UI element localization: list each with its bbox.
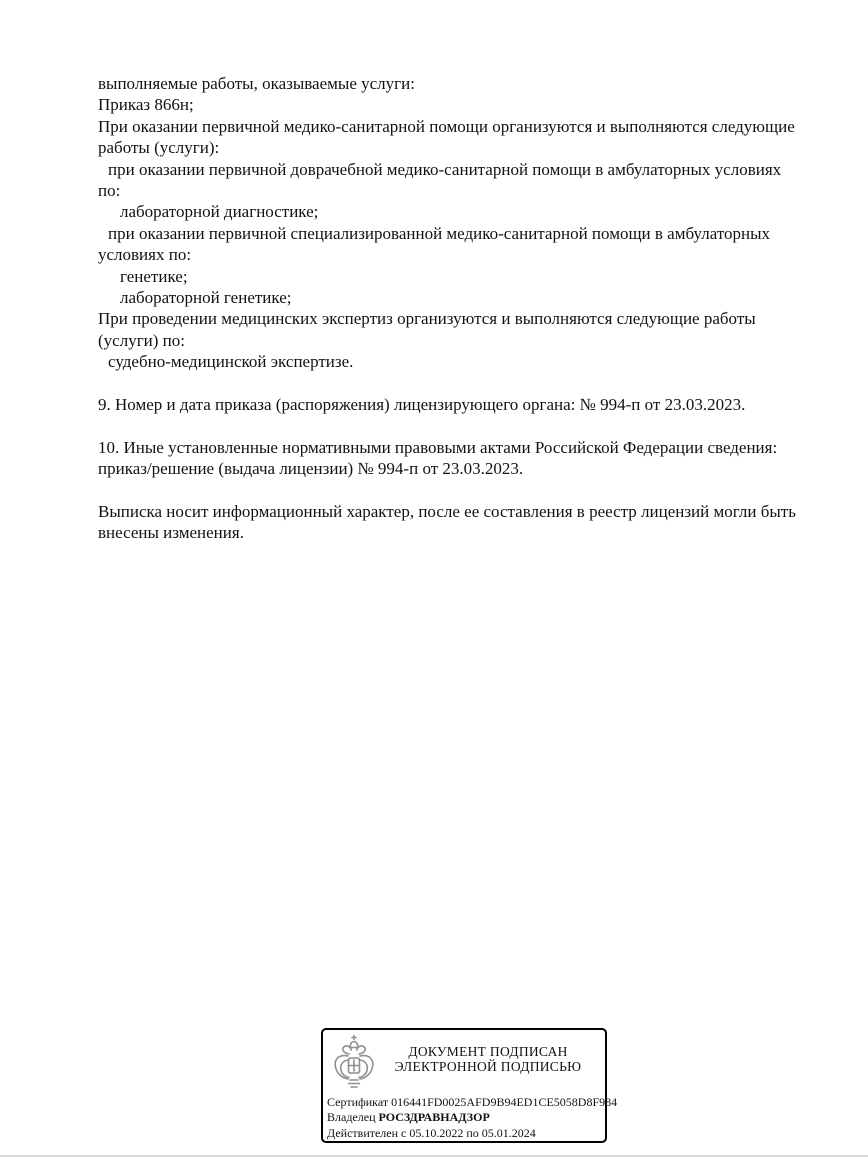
text-line: выполняемые работы, оказываемые услуги: [98,74,415,93]
text-line: судебно-медицинской экспертизе. [108,352,354,372]
text-line: приказ/решение (выдача лицензии) № 994-п от 23.03.2023. [98,459,524,479]
stamp-title [375,1030,601,1074]
blank-line [98,480,802,501]
document-body [98,73,802,544]
text-line: по: [98,181,121,201]
text-line: При оказании первичной медико-санитарной помощи организуются и выполняются следующие [98,116,795,136]
owner-line [327,1110,601,1125]
stamp-title-line1: ДОКУМЕНТ ПОДПИСАН [408,1044,568,1059]
text-line: Приказ 866н; [98,95,194,115]
text-line: При проведении медицинских экспертиз организуются и выполняются следующие работы [98,309,756,329]
roszdravnadzor-emblem-icon [333,1034,375,1095]
text-line: 9. Номер и дата приказа (распоряжения) лицензирующего органа: № 994-п от 23.03.2023. [98,395,746,415]
signature-stamp [321,1028,618,1143]
stamp-header [327,1030,601,1092]
blank-line [98,373,802,394]
text-line: лабораторной диагностике; [120,202,319,222]
stamp-details [327,1095,618,1141]
text-line: Выписка носит информационный характер, после ее составления в реестр лицензий могли быть [98,502,796,522]
validity-line: Действителен с 05.10.2022 по 05.01.2024 [327,1125,536,1140]
text-line: при оказании первичной доврачебной медико-санитарной помощи в амбулаторных условиях [108,159,782,179]
blank-line [98,415,802,436]
text-line: внесены изменения. [98,523,244,543]
text-line: условиях по: [98,245,192,265]
text-line: лабораторной генетике; [120,288,292,308]
stamp-title-line2: ЭЛЕКТРОННОЙ ПОДПИСЬЮ [394,1059,582,1074]
text-line: при оказании первичной специализированной медико-санитарной помощи в амбулаторных [108,223,771,243]
text-line: генетике; [120,266,188,286]
text-line: работы (услуги): [98,138,220,158]
text-line: (услуги) по: [98,330,185,350]
owner-label: Владелец [327,1110,376,1125]
certificate-line [327,1095,618,1110]
certificate-label: Сертификат [327,1095,389,1109]
page-edge-divider [0,1155,868,1157]
text-line: 10. Иные установленные нормативными правовыми актами Российской Федерации сведения: [98,437,778,457]
certificate-number: 016441FD0025AFD9B94ED1CE5058D8F984 [391,1095,618,1109]
owner-name: РОСЗДРАВНАДЗОР [378,1110,490,1125]
